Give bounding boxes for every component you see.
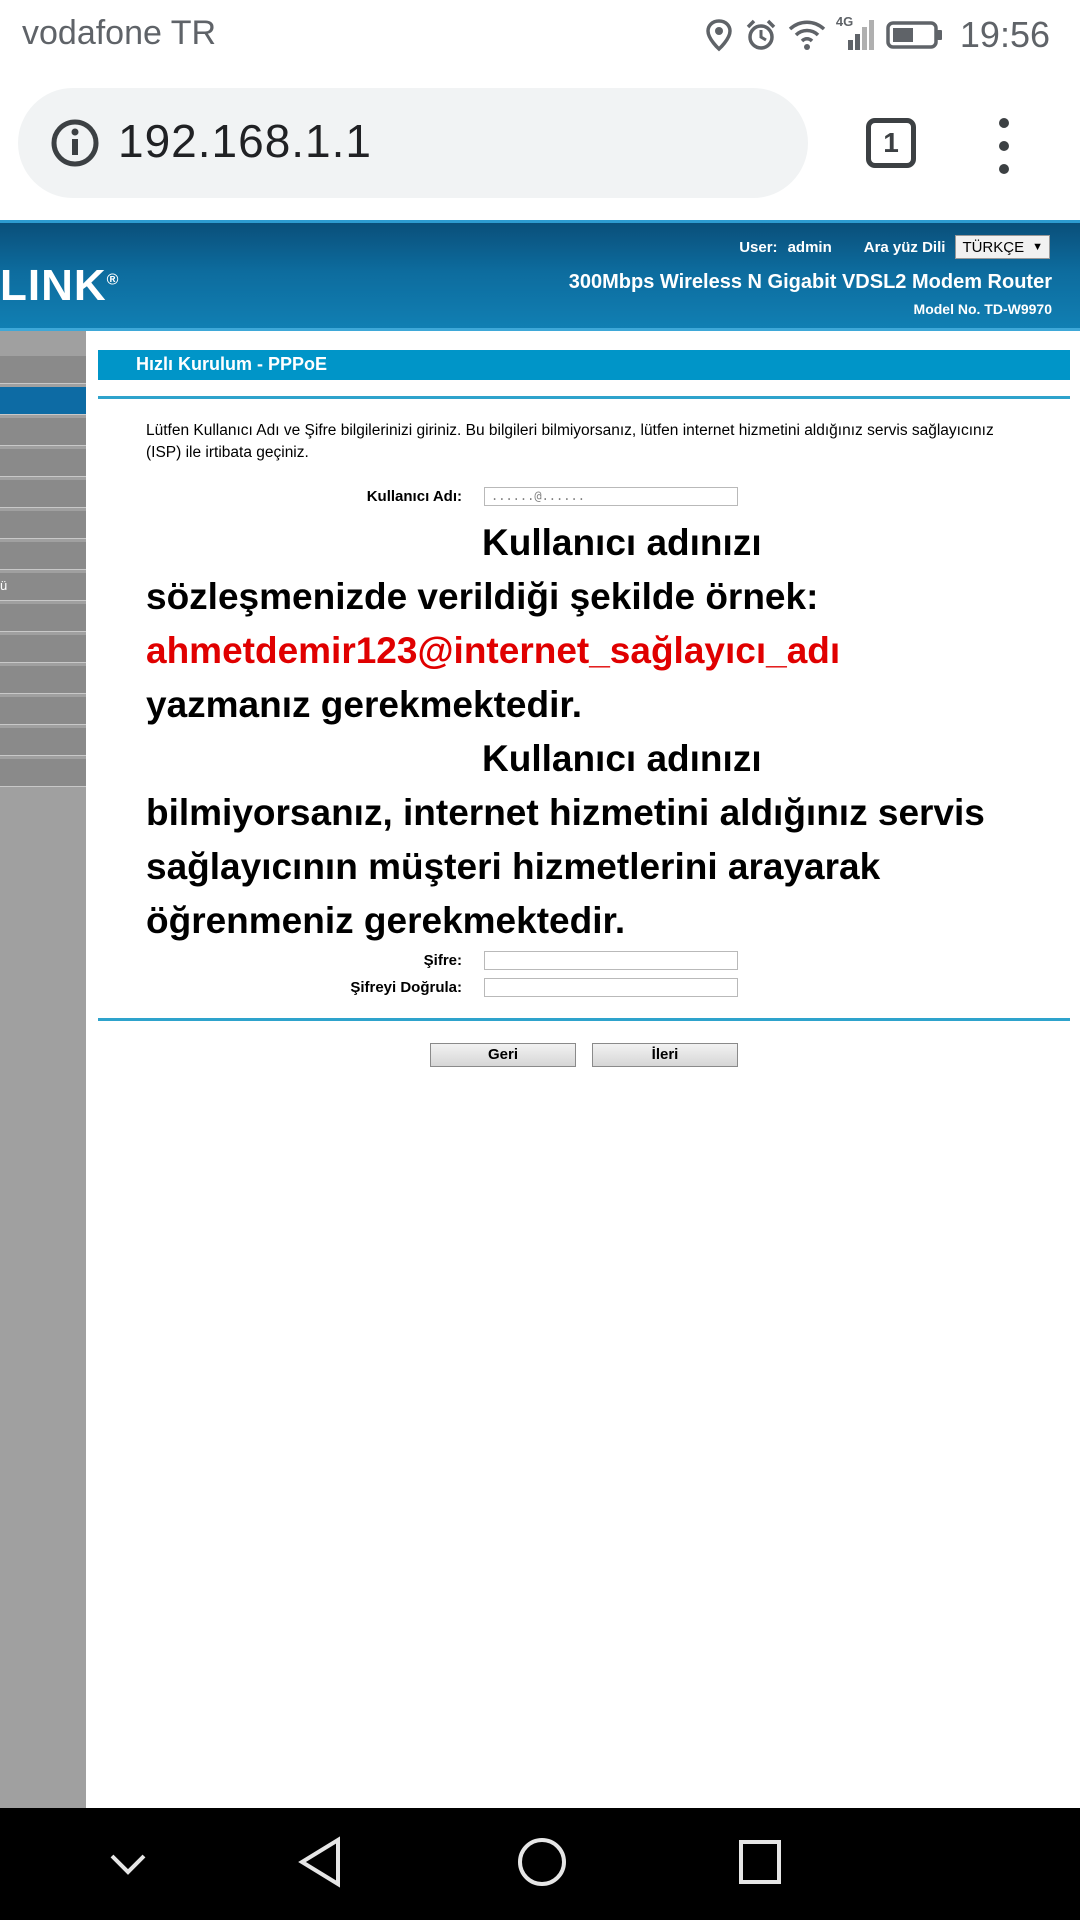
- sidebar-item[interactable]: [0, 666, 86, 694]
- url-text[interactable]: 192.168.1.1: [118, 115, 373, 167]
- home-circle-icon[interactable]: [514, 1834, 570, 1890]
- instruction-line: sağlayıcının müşteri hizmetlerini arayarak: [146, 846, 881, 887]
- instruction-line: öğrenmeniz gerekmektedir.: [146, 900, 626, 941]
- sidebar-item[interactable]: [0, 697, 86, 725]
- top-divider: [98, 396, 1070, 399]
- section-title-bar: [98, 350, 1070, 380]
- router-header: [0, 220, 1080, 331]
- instruction-line: yazmanız gerekmektedir.: [146, 684, 582, 725]
- sidebar-item[interactable]: [0, 356, 86, 384]
- language-select[interactable]: [955, 235, 1050, 259]
- location-icon: [704, 18, 734, 52]
- intro-text: Lütfen Kullanıcı Adı ve Şifre bilgilerinizi giriniz. Bu bilgileri bilmiyorsanız, lütfen internet hizmetini aldığınız servis sağlayıcınız (ISP) ile irtibata geçiniz.: [146, 422, 994, 461]
- sidebar-item[interactable]: [0, 573, 86, 601]
- header-divider: [0, 328, 1080, 331]
- clock: 19:56: [959, 14, 1050, 55]
- sidebar-item[interactable]: [0, 480, 86, 508]
- confirm-password-label: Şifreyi Doğrula:: [350, 979, 462, 996]
- address-bar[interactable]: [18, 88, 808, 198]
- instruction-line: sözleşmenizde verildiği şekilde örnek:: [146, 576, 819, 617]
- username-input[interactable]: ......@......: [484, 487, 738, 506]
- carrier-name: vodafone TR: [22, 14, 217, 52]
- user-value: admin: [787, 238, 832, 256]
- sidebar-item[interactable]: [0, 511, 86, 539]
- tab-switcher-button[interactable]: 1: [866, 118, 916, 168]
- sidebar-item-active[interactable]: [0, 387, 86, 415]
- sidebar-item[interactable]: [0, 604, 86, 632]
- user-label: User:: [739, 238, 778, 256]
- alarm-icon: [744, 18, 778, 52]
- example-username: ahmetdemir123@internet_sağlayıcı_adı: [146, 630, 841, 671]
- back-button[interactable]: Geri: [430, 1043, 576, 1067]
- instruction-line: bilmiyorsanız, internet hizmetini aldığınız servis: [146, 792, 985, 833]
- password-label: Şifre:: [423, 952, 462, 969]
- username-label: Kullanıcı Adı:: [366, 488, 462, 505]
- product-title: 300Mbps Wireless N Gigabit VDSL2 Modem Router: [568, 271, 1052, 293]
- language-label: Ara yüz Dili: [863, 238, 946, 256]
- sidebar-item[interactable]: [0, 418, 86, 446]
- bottom-divider: [98, 1018, 1070, 1021]
- site-info-icon[interactable]: [50, 118, 100, 168]
- instruction-overlay: [146, 516, 1046, 948]
- network-type-label: 4G: [835, 14, 854, 29]
- model-number: Model No. TD-W9970: [913, 301, 1052, 317]
- back-triangle-icon[interactable]: [296, 1834, 344, 1890]
- recents-square-icon[interactable]: [736, 1834, 786, 1890]
- language-value: TÜRKÇE: [962, 238, 1025, 256]
- confirm-password-input[interactable]: [484, 978, 738, 997]
- browser-toolbar: [0, 70, 1080, 220]
- collapse-chevron-icon[interactable]: [104, 1844, 152, 1884]
- sidebar-item[interactable]: [0, 759, 86, 787]
- instruction-line: Kullanıcı adınızı: [482, 738, 762, 779]
- system-navigation-bar: [0, 1808, 1080, 1920]
- signal-icon: [835, 14, 876, 52]
- brand-logo: LINK®: [0, 261, 120, 310]
- dropdown-arrow-icon: ▼: [1032, 241, 1043, 253]
- sidebar-item[interactable]: [0, 728, 86, 756]
- sidebar-item[interactable]: [0, 635, 86, 663]
- status-icons: [704, 10, 1050, 60]
- section-title: Hızlı Kurulum - PPPoE: [136, 354, 328, 374]
- user-language-line: [739, 235, 1050, 259]
- sidebar-item[interactable]: [0, 542, 86, 570]
- status-bar: [0, 0, 1080, 70]
- sidebar-item-label: ü: [0, 578, 8, 593]
- battery-icon: [886, 20, 944, 50]
- sidebar-menu: [0, 331, 86, 1808]
- next-button[interactable]: İleri: [592, 1043, 738, 1067]
- sidebar-item[interactable]: [0, 449, 86, 477]
- instruction-line: Kullanıcı adınızı: [482, 522, 762, 563]
- browser-menu-icon[interactable]: [990, 118, 1018, 174]
- password-input[interactable]: [484, 951, 738, 970]
- wifi-icon: [788, 19, 826, 51]
